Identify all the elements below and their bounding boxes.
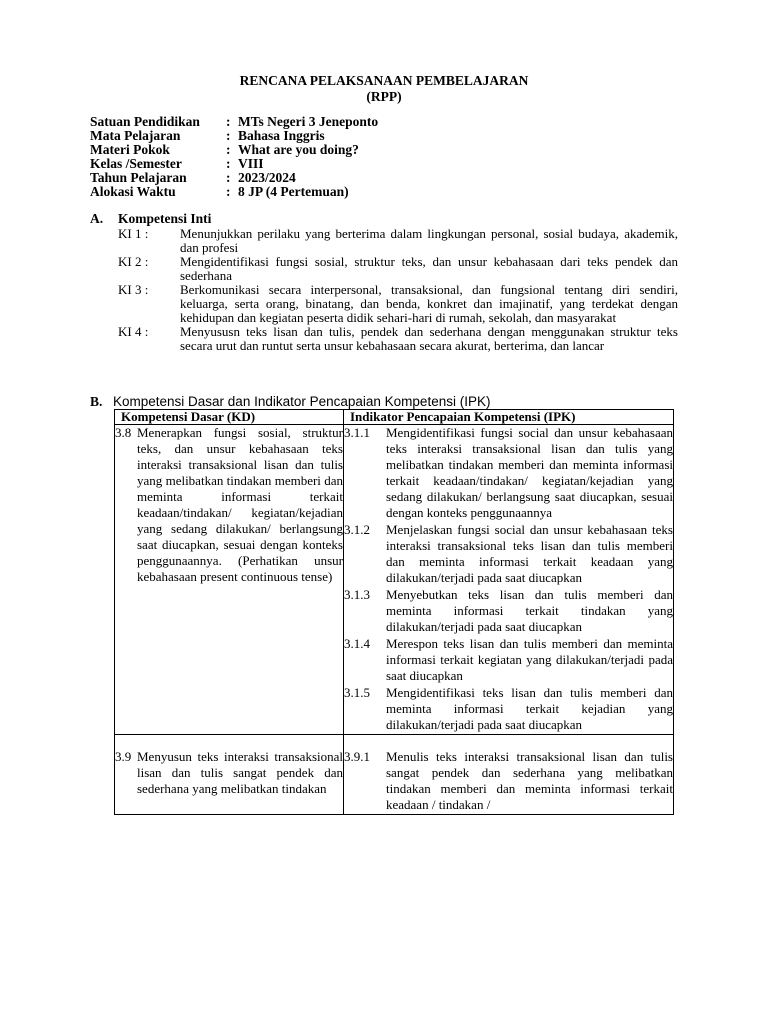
identity-colon: :	[226, 128, 231, 143]
section-title: Kompetensi Inti	[118, 211, 212, 226]
ipk-number: 3.9.1	[344, 749, 370, 764]
ipk-item	[344, 685, 673, 733]
kd-text: Menerapkan fungsi sosial, struktur teks, dan unsur kebahasaan teks interaksi transaksional lisan dan tulis yang melibatkan tindakan memberi dan meminta informasi terkait keadaan/tindakan/ kegiatan/kejadian yang sedang dilakukan/ berlangsung saat diucapkan, sesuai dengan konteks penggunaannya. (Perhatikan unsur kebahasaan present continuous tense)	[137, 425, 343, 584]
ki-item	[118, 325, 678, 353]
identity-row	[90, 143, 378, 157]
ki-code: KI 2 :	[118, 254, 149, 269]
identity-key: Satuan Pendidikan	[90, 114, 200, 129]
ipk-cell	[344, 735, 674, 815]
identity-row	[90, 115, 378, 129]
column-header-kd: Kompetensi Dasar (KD)	[115, 410, 344, 425]
ipk-number: 3.1.3	[344, 587, 370, 602]
ipk-item	[344, 425, 673, 521]
kd-number: 3.8	[115, 425, 132, 440]
section-letter: B.	[90, 394, 103, 409]
identity-row	[90, 157, 378, 171]
ipk-text: Merespon teks lisan dan tulis memberi dan meminta informasi terkait kegiatan yang dilakukan/terjadi pada saat diucapkan	[386, 636, 673, 683]
ki-text: Menunjukkan perilaku yang berterima dalam lingkungan personal, sosial budaya, akademik, dan profesi	[180, 226, 678, 255]
ipk-item	[344, 587, 673, 635]
identity-row	[90, 129, 378, 143]
ki-code: KI 1 :	[118, 226, 149, 241]
table-row	[115, 735, 674, 815]
ipk-item	[344, 749, 673, 813]
ipk-item	[344, 522, 673, 586]
identity-row	[90, 171, 378, 185]
identity-key: Kelas /Semester	[90, 156, 182, 171]
identity-key: Materi Pokok	[90, 142, 170, 157]
identity-colon: :	[226, 142, 231, 157]
identity-value: VIII	[238, 156, 264, 171]
ki-code: KI 3 :	[118, 282, 149, 297]
kd-cell	[115, 425, 344, 735]
ipk-cell	[344, 425, 674, 735]
identity-colon: :	[226, 156, 231, 171]
identity-block	[90, 115, 378, 199]
kd-text: Menyusun teks interaksi transaksional lisan dan tulis sangat pendek dan sederhana yang melibatkan tindakan	[137, 749, 343, 796]
identity-value: 2023/2024	[238, 170, 296, 185]
section-b-heading	[90, 395, 490, 409]
ki-text: Berkomunikasi secara interpersonal, transaksional, dan fungsional tentang diri sendiri, keluarga, serta orang, binatang, dan benda, konkret dan imajinatif, yang terdekat dengan kehidupan dan kegiatan peserta didik sehari-hari di rumah, sekolah, dan masyarakat	[180, 282, 678, 325]
table-header-row	[115, 410, 674, 425]
ipk-number: 3.1.4	[344, 636, 370, 651]
ki-item	[118, 227, 678, 255]
identity-value: MTs Negeri 3 Jeneponto	[238, 114, 379, 129]
ipk-text: Mengidentifikasi fungsi social dan unsur kebahasaan teks interaksi transaksional lisan dan tulis yang melibatkan tindakan memberi dan meminta informasi terkait keadaan/tindakan/ kegiatan/kejadian yang sedang dilakukan/ berlangsung saat diucapkan, sesuai dengan konteks penggunaannya	[386, 425, 673, 520]
table-row	[115, 425, 674, 735]
section-letter: A.	[90, 211, 104, 226]
identity-colon: :	[226, 114, 231, 129]
ki-text: Mengidentifikasi fungsi sosial, struktur teks, dan unsur kebahasaan dari teks pendek dan sederhana	[180, 254, 678, 283]
ipk-text: Menyebutkan teks lisan dan tulis memberi dan meminta informasi terkait tindakan yang dilakukan/terjadi pada saat diucapkan	[386, 587, 673, 634]
ki-text: Menyususn teks lisan dan tulis, pendek dan sederhana dengan menggunakan struktur teks secara urut dan runtut serta unsur kebahasaan secara akurat, berterima, dan lancar	[180, 324, 678, 353]
identity-colon: :	[226, 184, 231, 199]
ki-item	[118, 255, 678, 283]
column-header-ipk: Indikator Pencapaian Kompetensi (IPK)	[344, 410, 674, 425]
identity-key: Alokasi Waktu	[90, 184, 176, 199]
kd-number: 3.9	[115, 749, 132, 764]
ki-code: KI 4 :	[118, 324, 149, 339]
document-subtitle: (RPP)	[366, 89, 402, 104]
ipk-text: Menjelaskan fungsi social dan unsur kebahasaan teks interaksi transaksional teks lisan dan tulis memberi dan meminta informasi terkait keadaan yang dilakukan/terjadi pada saat diucapkan	[386, 522, 673, 585]
ipk-number: 3.1.1	[344, 425, 370, 440]
section-a-heading	[90, 212, 211, 226]
document-title: RENCANA PELAKSANAAN PEMBELAJARAN	[239, 73, 529, 88]
identity-row	[90, 185, 378, 199]
ipk-number: 3.1.2	[344, 522, 370, 537]
ipk-item	[344, 636, 673, 684]
section-title: Kompetensi Dasar dan Indikator Pencapaian Kompetensi (IPK)	[113, 394, 491, 409]
identity-value: Bahasa Inggris	[238, 128, 325, 143]
kd-cell	[115, 735, 344, 815]
ipk-number: 3.1.5	[344, 685, 370, 700]
identity-key: Mata Pelajaran	[90, 128, 181, 143]
kd-item	[115, 425, 343, 585]
kd-ipk-table	[114, 409, 674, 815]
identity-value: 8 JP (4 Pertemuan)	[238, 184, 349, 199]
ki-item	[118, 283, 678, 325]
identity-value: What are you doing?	[238, 142, 359, 157]
ipk-text: Mengidentifikasi teks lisan dan tulis memberi dan meminta informasi terkait kejadian yang dilakukan/terjadi pada saat diucapkan	[386, 685, 673, 732]
ipk-text: Menulis teks interaksi transaksional lisan dan tulis sangat pendek dan sederhana yang melibatkan tindakan memberi dan meminta informasi terkait keadaan / tindakan /	[386, 749, 673, 812]
kd-item	[115, 749, 343, 797]
identity-key: Tahun Pelajaran	[90, 170, 187, 185]
identity-colon: :	[226, 170, 231, 185]
kompetensi-inti-list	[118, 227, 678, 353]
